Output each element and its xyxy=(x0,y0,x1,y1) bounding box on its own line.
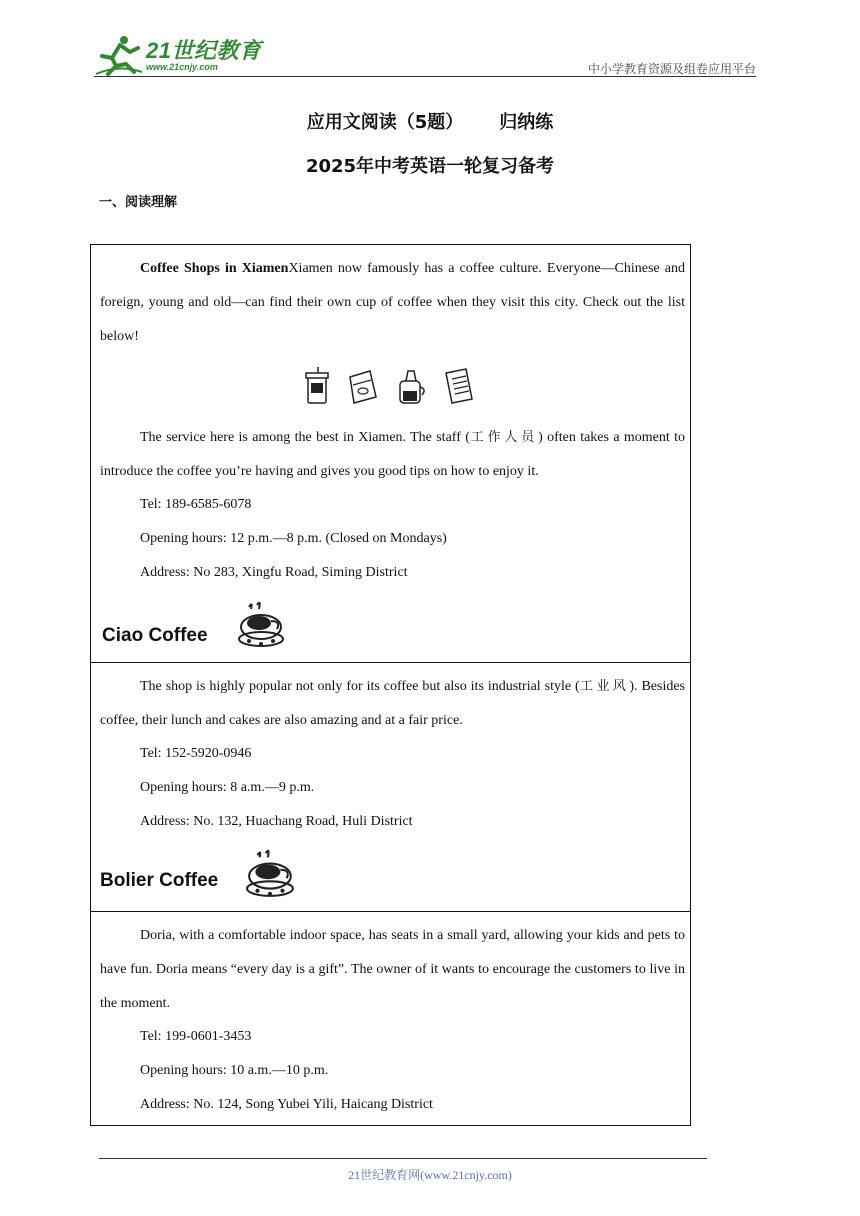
doria-description: Doria, with a comfortable indoor space, has seats in a small yard, allowing your kids and pets to have fun. Doria means “every day is a gift”. The owner of it wants to encourage the customers to live in the moment. xyxy=(100,928,685,1011)
shop-cell-ciao xyxy=(91,245,690,663)
staff-chinese-gloss: 工作人员 xyxy=(469,430,539,445)
shop-cell-bolier xyxy=(91,663,690,912)
bolier-description: The shop is highly popular not only for its coffee but also its industrial style (工业风). Besides coffee, their lunch and cakes are also amazing and at a fair price. xyxy=(100,679,685,728)
logo-text: 21世纪教育 xyxy=(146,38,262,63)
passage-title: Coffee Shops in Xiamen xyxy=(140,261,289,276)
doria-address: Address: No. 124, Song Yubei Yili, Haicang District xyxy=(140,1097,433,1112)
ciao-coffee-brand: Ciao Coffee xyxy=(102,625,208,646)
page-header xyxy=(94,30,756,78)
coffee-maker-icon xyxy=(394,367,428,405)
intro-text: Xiamen now famously has a coffee culture. Everyone—Chinese and foreign, young and old—can find their own cup of coffee when they visit this city. Check out the list below! xyxy=(100,261,685,344)
bolier-tel: Tel: 152-5920-0946 xyxy=(140,746,252,761)
header-divider xyxy=(94,76,756,77)
bolier-hours: Opening hours: 8 a.m.—9 p.m. xyxy=(140,780,315,795)
passage-box xyxy=(90,244,691,1126)
ciao-hours: Opening hours: 12 p.m.—8 p.m. (Closed on Mondays) xyxy=(140,531,447,546)
ciao-description: The service here is among the best in Xiamen. The staff (工作人员) often takes a moment to introduce the coffee you’re having and gives you good tips on how to enjoy it. xyxy=(100,430,685,479)
industrial-chinese-gloss: 工业风 xyxy=(579,679,630,694)
platform-name: 中小学教育资源及组卷应用平台 xyxy=(587,62,756,76)
title-main: 应用文阅读（5题） xyxy=(306,112,464,133)
shop-cell-doria xyxy=(91,912,690,1125)
bolier-address: Address: No. 132, Huachang Road, Huli District xyxy=(140,814,413,829)
coffee-icons-row xyxy=(304,367,484,407)
title-sub: 归纳练 xyxy=(499,112,554,133)
coffee-bag-icon xyxy=(344,369,378,405)
page-title xyxy=(0,108,860,134)
running-man-logo-icon xyxy=(94,34,144,76)
ciao-address: Address: No 283, Xingfu Road, Siming District xyxy=(140,565,408,580)
ciao-tel: Tel: 189-6585-6078 xyxy=(140,497,252,512)
logo-url: www.21cnjy.com xyxy=(146,62,218,72)
passage-intro xyxy=(100,252,685,354)
coffee-cup-saucer-icon xyxy=(237,601,287,649)
doria-tel: Tel: 199-0601-3453 xyxy=(140,1029,252,1044)
coffee-cup-icon xyxy=(304,367,330,405)
bolier-coffee-brand: Bolier Coffee xyxy=(100,870,219,891)
footer-link[interactable]: 21世纪教育网(www.21cnjy.com) xyxy=(348,1168,512,1182)
doria-hours: Opening hours: 10 a.m.—10 p.m. xyxy=(140,1063,329,1078)
footer-divider xyxy=(99,1158,707,1159)
section-heading: 一、阅读理解 xyxy=(99,195,178,210)
site-logo[interactable] xyxy=(94,34,264,78)
menu-clipboard-icon xyxy=(442,367,474,405)
coffee-cup-saucer-icon xyxy=(243,849,299,899)
page-subtitle: 2025年中考英语一轮复习备考 xyxy=(305,156,555,177)
